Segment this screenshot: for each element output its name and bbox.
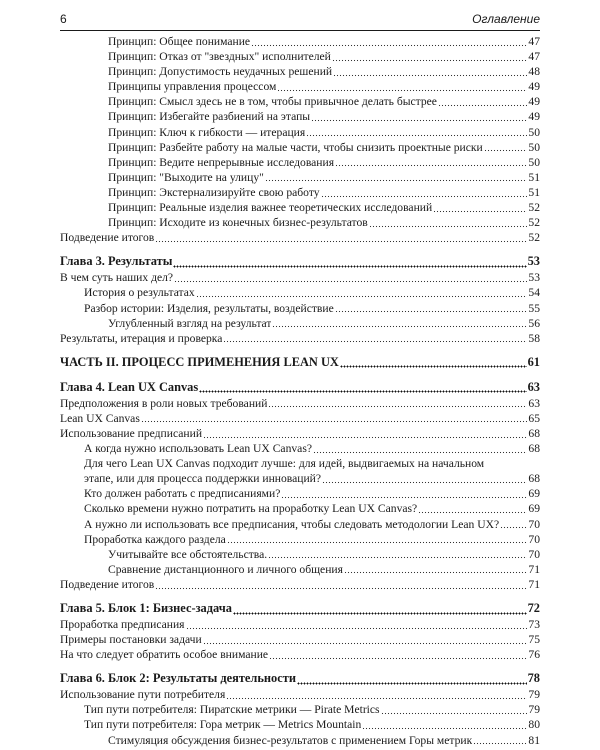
toc-entry-title: Глава 5. Блок 1: Бизнес-задача bbox=[60, 601, 232, 615]
dot-leader bbox=[281, 495, 527, 499]
toc-entry bbox=[60, 517, 540, 532]
toc-entry bbox=[60, 617, 540, 632]
dot-leader bbox=[306, 134, 527, 138]
toc-page-number: 79 bbox=[528, 688, 540, 702]
toc-entry-title: Принципы управления процессом bbox=[108, 80, 277, 94]
toc-entry bbox=[60, 109, 540, 124]
toc-entry bbox=[60, 316, 540, 331]
toc-entry-title: Использование предписаний bbox=[60, 426, 203, 440]
toc-page-number: 79 bbox=[528, 703, 540, 717]
toc-entry-title: Кто должен работать с предписаниями? bbox=[84, 487, 281, 501]
toc-entry-title-continued: этапе, или для процесса поддержки инноваций? bbox=[84, 472, 322, 486]
toc-entry bbox=[60, 647, 540, 662]
toc-entry bbox=[60, 230, 540, 245]
dot-leader bbox=[322, 480, 527, 484]
dot-leader bbox=[362, 727, 527, 731]
toc-entry bbox=[60, 733, 540, 748]
dot-leader bbox=[344, 571, 527, 575]
toc-page-number: 75 bbox=[528, 633, 540, 647]
toc-entry bbox=[60, 501, 540, 516]
toc-entry bbox=[60, 426, 540, 441]
dot-leader bbox=[155, 239, 527, 243]
dot-leader bbox=[340, 365, 527, 369]
toc-page-number: 63 bbox=[528, 396, 540, 410]
toc-entry bbox=[60, 215, 540, 230]
toc-entry bbox=[60, 125, 540, 140]
toc-entry-title: Lean UX Canvas bbox=[60, 411, 140, 425]
toc-entry-title: На что следует обратить особое внимание bbox=[60, 648, 269, 662]
toc-entry bbox=[60, 532, 540, 547]
dot-leader bbox=[203, 641, 528, 645]
toc-entry bbox=[60, 687, 540, 702]
toc-page-number: 72 bbox=[527, 601, 540, 615]
toc-page-number: 55 bbox=[528, 301, 540, 315]
dot-leader bbox=[321, 194, 528, 198]
toc-entry-title: Примеры постановки задачи bbox=[60, 633, 202, 647]
toc-entry bbox=[60, 486, 540, 501]
dot-leader bbox=[500, 526, 527, 530]
toc-page-number: 63 bbox=[527, 379, 540, 394]
toc-page-number: 68 bbox=[528, 426, 540, 440]
toc-entry bbox=[60, 185, 540, 200]
dot-leader bbox=[332, 58, 528, 62]
dot-leader bbox=[484, 149, 528, 153]
toc-entry-title: Принцип: Отказ от "звездных" исполнителей bbox=[108, 50, 331, 64]
toc-page-number: 71 bbox=[528, 562, 540, 576]
toc-entry-title: Тип пути потребителя: Пиратские метрики — Pirate Metrics bbox=[84, 703, 380, 717]
dot-leader bbox=[433, 209, 527, 213]
toc-chapter bbox=[60, 670, 540, 687]
dot-leader bbox=[313, 450, 527, 454]
toc-entry bbox=[60, 632, 540, 647]
toc-entry-title: Глава 6. Блок 2: Результаты деятельности bbox=[60, 671, 296, 686]
dot-leader bbox=[233, 611, 527, 615]
toc-entry-title: Принцип: Общее понимание bbox=[108, 35, 251, 48]
toc-page-number: 70 bbox=[528, 517, 540, 531]
dot-leader bbox=[272, 325, 527, 329]
toc-entry-title: Разбор истории: Изделия, результаты, воздействие bbox=[84, 301, 334, 315]
toc-entry-title: Принцип: Реальные изделия важнее теоретических исследований bbox=[108, 201, 433, 215]
toc-page-number: 53 bbox=[528, 271, 540, 285]
toc-page-number: 50 bbox=[528, 140, 540, 154]
toc-chapter bbox=[60, 600, 540, 617]
toc-page-number: 54 bbox=[528, 286, 540, 300]
toc-page-number: 69 bbox=[528, 502, 540, 516]
toc-page-number: 68 bbox=[528, 442, 540, 456]
toc-part bbox=[60, 354, 540, 371]
toc-page-number: 48 bbox=[528, 65, 540, 79]
toc-page-number: 49 bbox=[528, 95, 540, 109]
toc-entry-title: Тип пути потребителя: Гора метрик — Metrics Mountain bbox=[84, 718, 362, 732]
toc-page-number: 58 bbox=[528, 331, 540, 345]
toc-page-number: 69 bbox=[528, 487, 540, 501]
toc-entry-title: Принцип: Допустимость неудачных решений bbox=[108, 65, 333, 79]
page-header bbox=[60, 10, 540, 31]
dot-leader bbox=[418, 511, 527, 515]
toc-entry-title: Принцип: Смысл здесь не в том, чтобы привычное делать быстрее bbox=[108, 95, 437, 109]
toc-page-number: 49 bbox=[528, 110, 540, 124]
dot-leader bbox=[311, 119, 527, 123]
toc-entry-title: А когда нужно использовать Lean UX Canvas? bbox=[84, 442, 312, 456]
toc-entry-title: Предположения в роли новых требований bbox=[60, 396, 268, 410]
toc-entry bbox=[60, 547, 540, 562]
dot-leader bbox=[186, 626, 528, 630]
toc-entry-title: Учитывайте все обстоятельства. bbox=[108, 547, 268, 561]
toc-entry-title: Подведение итогов bbox=[60, 231, 155, 245]
toc-entry bbox=[60, 200, 540, 215]
toc-entry-title: Принцип: Ведите непрерывные исследования bbox=[108, 155, 335, 169]
toc-entry-title: Результаты, итерация и проверка bbox=[60, 331, 223, 345]
dot-leader bbox=[203, 435, 527, 439]
toc-page-number: 61 bbox=[527, 354, 540, 369]
toc-entry-title: Проработка каждого раздела bbox=[84, 532, 226, 546]
toc-entry bbox=[60, 441, 540, 456]
toc-page-number: 68 bbox=[528, 472, 540, 486]
toc-entry-title: Углубленный взгляд на результат bbox=[108, 316, 272, 330]
toc-page-number: 65 bbox=[528, 411, 540, 425]
toc-entry-title: Принцип: Разбейте работу на малые части, чтобы снизить проектные риски bbox=[108, 140, 483, 154]
toc-entry-title: А нужно ли использовать все предписания, чтобы следовать методологии Lean UX? bbox=[84, 517, 500, 531]
toc-entry-title: Принцип: Избегайте разбиений на этапы bbox=[108, 110, 311, 124]
toc-page-number: 81 bbox=[528, 733, 540, 747]
dot-leader bbox=[199, 390, 526, 394]
page-number: 6 bbox=[60, 12, 67, 26]
dot-leader bbox=[381, 711, 528, 715]
toc-entry bbox=[60, 717, 540, 732]
toc-page-number: 78 bbox=[527, 671, 540, 686]
toc-entry-title: Подведение итогов bbox=[60, 577, 155, 591]
toc-page-number: 70 bbox=[528, 532, 540, 546]
toc-entry bbox=[60, 331, 540, 346]
toc-entry bbox=[60, 64, 540, 79]
toc-entry bbox=[60, 411, 540, 426]
toc-entry-title: Проработка предписания bbox=[60, 618, 185, 631]
toc-entry-title: Стимуляция обсуждения бизнес-результатов с применением Горы метрик bbox=[108, 733, 473, 747]
dot-leader bbox=[251, 43, 527, 47]
toc-entry-title: ЧАСТЬ II. ПРОЦЕСС ПРИМЕНЕНИЯ LEAN UX bbox=[60, 354, 339, 369]
toc-page-number: 52 bbox=[528, 231, 540, 245]
toc-entry-title: История о результатах bbox=[84, 286, 195, 300]
toc-page-number: 50 bbox=[528, 155, 540, 169]
toc-page-number: 70 bbox=[528, 547, 540, 561]
toc-page-number: 76 bbox=[528, 648, 540, 662]
dot-leader bbox=[174, 279, 527, 283]
dot-leader bbox=[297, 681, 527, 685]
toc-entry-title: Сравнение дистанционного и личного общения bbox=[108, 562, 343, 576]
toc-page-number: 52 bbox=[528, 201, 540, 215]
dot-leader bbox=[335, 310, 528, 314]
toc-entry bbox=[60, 270, 540, 285]
dot-leader bbox=[265, 179, 528, 183]
toc-entry-title: В чем суть наших дел? bbox=[60, 271, 174, 285]
toc-entry-title: Для чего Lean UX Canvas подходит лучше: для идей, выдвигаемых на начальном bbox=[84, 457, 485, 471]
toc-entry-title: Использование пути потребителя bbox=[60, 688, 226, 702]
toc-entry-line2 bbox=[84, 471, 540, 486]
dot-leader bbox=[335, 164, 527, 168]
toc-entry bbox=[60, 577, 540, 592]
dot-leader bbox=[155, 586, 527, 590]
dot-leader bbox=[268, 556, 527, 560]
toc-entry-title: Глава 4. Lean UX Canvas bbox=[60, 379, 199, 394]
toc-entry bbox=[60, 702, 540, 717]
toc-entry bbox=[60, 155, 540, 170]
dot-leader bbox=[223, 340, 527, 344]
dot-leader bbox=[227, 541, 528, 545]
toc-chapter bbox=[60, 379, 540, 396]
dot-leader bbox=[473, 742, 527, 746]
toc-entry bbox=[60, 170, 540, 185]
toc-page-number: 51 bbox=[528, 185, 540, 199]
toc-entry-title: Принцип: Исходите из конечных бизнес-результатов bbox=[108, 216, 368, 230]
toc-entry bbox=[60, 49, 540, 64]
table-of-contents bbox=[60, 34, 540, 748]
dot-leader bbox=[196, 295, 528, 299]
toc-entry bbox=[60, 301, 540, 316]
toc-entry bbox=[60, 94, 540, 109]
toc-entry bbox=[60, 79, 540, 94]
dot-leader bbox=[173, 264, 526, 268]
dot-leader bbox=[269, 656, 527, 660]
toc-entry bbox=[60, 285, 540, 300]
toc-page-number: 71 bbox=[528, 577, 540, 591]
toc-entry-title: Сколько времени нужно потратить на проработку Lean UX Canvas? bbox=[84, 502, 418, 516]
toc-page-number: 56 bbox=[528, 316, 540, 330]
toc-page-number: 49 bbox=[528, 80, 540, 94]
dot-leader bbox=[277, 88, 527, 92]
toc-entry-title: Принцип: Экстернализируйте свою работу bbox=[108, 185, 320, 199]
toc-entry bbox=[60, 140, 540, 155]
toc-chapter bbox=[60, 253, 540, 270]
toc-page-number: 47 bbox=[528, 50, 540, 64]
dot-leader bbox=[369, 224, 528, 228]
toc-page-number: 50 bbox=[528, 125, 540, 139]
toc-entry bbox=[60, 396, 540, 411]
toc-page-number: 52 bbox=[528, 216, 540, 230]
toc-page-number: 73 bbox=[528, 618, 540, 631]
running-title: Оглавление bbox=[472, 12, 540, 26]
toc-page-number: 47 bbox=[528, 35, 540, 48]
toc-entry-title: Глава 3. Результаты bbox=[60, 254, 173, 269]
dot-leader bbox=[226, 696, 527, 700]
dot-leader bbox=[141, 420, 528, 424]
toc-entry-title: Принцип: "Выходите на улицу" bbox=[108, 170, 264, 184]
toc-entry bbox=[60, 456, 540, 486]
toc-entry-title: Принцип: Ключ к гибкости — итерация bbox=[108, 125, 306, 139]
toc-page-number: 80 bbox=[528, 718, 540, 732]
toc-entry bbox=[60, 34, 540, 49]
toc-page-number: 51 bbox=[528, 170, 540, 184]
toc-entry bbox=[60, 562, 540, 577]
dot-leader bbox=[438, 103, 527, 107]
dot-leader bbox=[268, 405, 527, 409]
dot-leader bbox=[333, 73, 527, 77]
toc-page-number: 53 bbox=[527, 254, 540, 269]
